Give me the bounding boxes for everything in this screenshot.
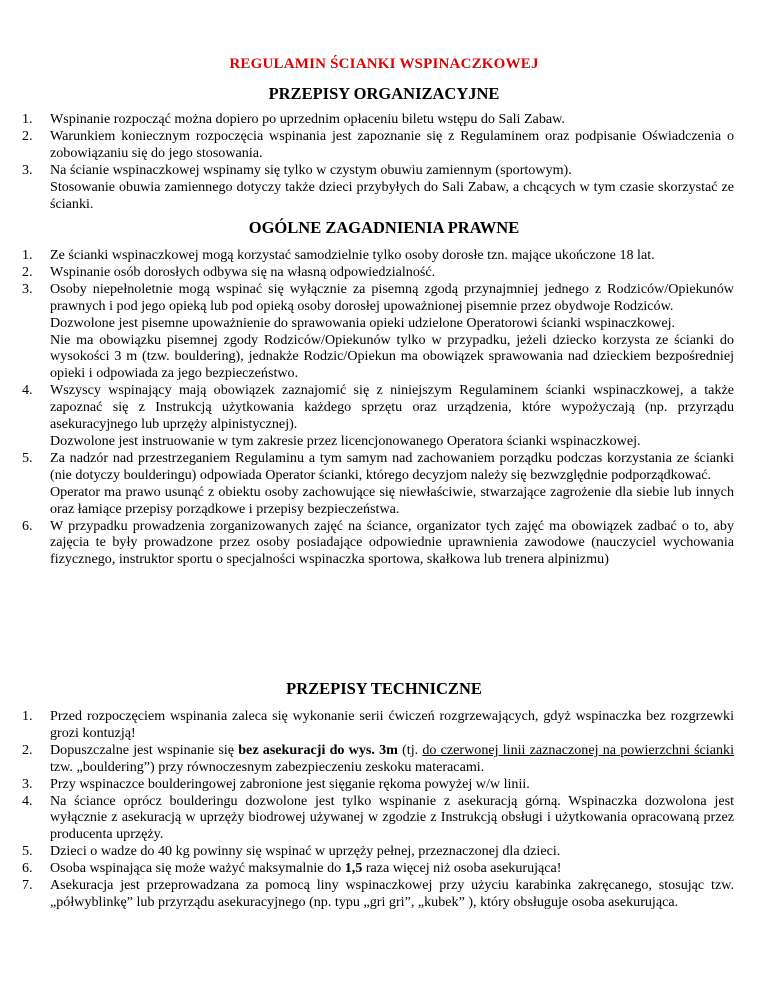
item-paragraph: Dozwolone jest instruowanie w tym zakresie przez licencjonowanego Operatora ścianki wspinaczkowej.: [50, 432, 641, 449]
item-paragraph: Dzieci o wadze do 40 kg powinny się wspinać w uprzęży pełnej, przeznaczonej dla dzieci.: [50, 843, 561, 860]
item-paragraph: [50, 742, 734, 776]
list-item: [22, 162, 734, 213]
item-number: 5.: [22, 449, 33, 466]
list-item: [22, 247, 734, 264]
text-run: (tj.: [397, 741, 423, 758]
item-paragraph: Dozwolone jest pisemne upoważnienie do sprawowania opieki udzielone Operatorowi ścianki wspinaczkowej.: [50, 314, 676, 331]
item-number: 3.: [22, 161, 33, 178]
section-heading-organizacyjne: PRZEPISY ORGANIZACYJNE: [268, 84, 500, 103]
item-paragraph: Przy wspinaczce boulderingowej zabronione jest sięganie rękoma powyżej w/w linii.: [50, 775, 530, 792]
item-paragraph: Na ścianie wspinaczkowej wspinamy się tylko w czystym obuwiu zamiennym (sportowym).: [50, 161, 572, 178]
item-number: 6.: [22, 517, 33, 534]
document-title: REGULAMIN ŚCIANKI WSPINACZKOWEJ: [229, 56, 539, 72]
list-item: [22, 860, 734, 877]
item-number: 5.: [22, 843, 33, 860]
list-item: [22, 776, 734, 793]
item-paragraph: Warunkiem koniecznym rozpoczęcia wspinania jest zapoznanie się z Regulaminem oraz podpisanie Oświadczenia o zobowiązaniu się do jego stosowania.: [50, 127, 734, 161]
item-number: 4.: [22, 792, 33, 809]
item-number: 2.: [22, 741, 33, 758]
list-item: [22, 708, 734, 742]
list-item: [22, 742, 734, 776]
list-item: [22, 877, 734, 911]
item-number: 2.: [22, 263, 33, 280]
bold-text: bez asekuracji do wys. 3m: [238, 741, 398, 758]
item-paragraph: [50, 860, 734, 877]
text-run: tzw. „bouldering”) przy równoczesnym zabezpieczeniu zeskoku materacami.: [50, 758, 485, 775]
item-paragraph: Operator ma prawo usunąć z obiektu osoby zachowujące się niewłaściwie, stwarzające zagrożenie dla siebie lub innych oraz łamiące przepisy porządkowe i przepisy bezpieczeństwa.: [50, 483, 734, 517]
list-item: [22, 128, 734, 162]
item-number: 7.: [22, 877, 33, 894]
item-paragraph: W przypadku prowadzenia zorganizowanych zajęć na ściance, organizator tych zajęć ma obowiązek zadbać o to, aby zajęcia te były prowadzone przez osoby posiadające odpowiednie uprawnienia zawodowe (nauczyciel wychowania fizycznego, instruktor sportu o specjalności wspinaczka sportowa, skałkowa lub trenera alpinizmu): [50, 517, 734, 568]
item-number: 3.: [22, 280, 33, 297]
item-paragraph: Ze ścianki wspinaczkowej mogą korzystać samodzielnie tylko osoby dorosłe tzn. mające ukończone 18 lat.: [50, 247, 655, 263]
list-techniczne: [22, 708, 734, 911]
item-paragraph: Na ściance oprócz boulderingu dozwolone jest tylko wspinanie z asekuracją górną. Wspinaczka dozwolona jest wyłącznie z asekuracją w uprzęży biodrowej używanej w zgodzie z Instrukcją obsługi i użytkowania opracowaną przez producenta uprzęży.: [50, 792, 734, 843]
item-number: 6.: [22, 860, 33, 877]
item-paragraph: Przed rozpoczęciem wspinania zaleca się wykonanie serii ćwiczeń rozgrzewających, gdyż wspinaczka bez rozgrzewki grozi kontuzją!: [50, 708, 734, 741]
list-item: [22, 264, 734, 281]
list-item: [22, 518, 734, 569]
text-run: Dopuszczalne jest wspinanie się: [50, 741, 239, 758]
section-heading-prawne: OGÓLNE ZAGADNIENIA PRAWNE: [248, 218, 520, 237]
item-paragraph: Nie ma obowiązku pisemnej zgody Rodziców/Opiekunów tylko w przypadku, jeżeli dziecko korzysta ze ścianki do wysokości 3 m (tzw. bouldering), jednakże Rodzic/Opiekun ma obowiązek sprawowania nad dzieckiem bezpośredniej opieki i odpowiada za jego bezpieczeństwo.: [50, 331, 734, 382]
list-item: [22, 281, 734, 382]
list-item: [22, 450, 734, 518]
list-organizacyjne: [22, 111, 734, 212]
list-item: [22, 843, 734, 860]
list-prawne: [22, 247, 734, 568]
item-number: 1.: [22, 111, 33, 127]
underlined-text: do czerwonej linii zaznaczonej na powierzchni ścianki: [422, 741, 734, 758]
item-paragraph: Wspinanie osób dorosłych odbywa się na własną odpowiedzialność.: [50, 263, 436, 280]
list-item: [22, 793, 734, 844]
item-number: 1.: [22, 708, 33, 724]
item-number: 2.: [22, 127, 33, 144]
bold-text: 1,5: [344, 860, 363, 877]
item-paragraph: Stosowanie obuwia zamiennego dotyczy także dzieci przybyłych do Sali Zabaw, a chcących w tym czasie skorzystać ze ścianki.: [50, 178, 734, 212]
item-paragraph: Osoby niepełnoletnie mogą wspinać się wyłącznie za pisemną zgodą przynajmniej jednego z Rodziców/Opiekunów prawnych i pod jego opieką lub pod opieką osoby dorosłej upoważnionej pisemnie przez obydwoje Rodziców.: [50, 280, 734, 314]
item-paragraph: Asekuracja jest przeprowadzana za pomocą liny wspinaczkowej przy użyciu karabinka zakręcanego, stosując tzw. „półwyblinkę” lub przyrządu asekuracyjnego (np. typu „gri gri”, „kubek” ), który obsługuje osoba asekurująca.: [50, 877, 734, 910]
item-number: 4.: [22, 382, 33, 399]
item-paragraph: Za nadzór nad przestrzeganiem Regulaminu a tym samym nad zachowaniem porządku podczas korzystania ze ścianki (nie dotyczy boulderingu) odpowiada Operator ścianki, którego decyzjom należy się bezwzględnie podporządkować.: [50, 449, 734, 483]
text-run: Osoba wspinająca się może ważyć maksymalnie do: [50, 860, 345, 877]
list-item: [22, 111, 734, 128]
item-number: 1.: [22, 247, 33, 263]
item-number: 3.: [22, 775, 33, 792]
item-paragraph: Wszyscy wspinający mają obowiązek zaznajomić się z niniejszym Regulaminem ścianki wspinaczkowej, a także zapoznać się z Instrukcją użytkowania każdego sprzętu oraz urządzenia, które wypożyczają (np. przyrządu asekuracyjnego lub uprzęży alpinistycznej).: [50, 382, 734, 433]
section-heading-techniczne: PRZEPISY TECHNICZNE: [286, 679, 482, 698]
list-item: [22, 382, 734, 450]
item-paragraph: Wspinanie rozpocząć można dopiero po uprzednim opłaceniu biletu wstępu do Sali Zabaw.: [50, 111, 565, 127]
text-run: raza więcej niż osoba asekurująca!: [362, 860, 562, 877]
